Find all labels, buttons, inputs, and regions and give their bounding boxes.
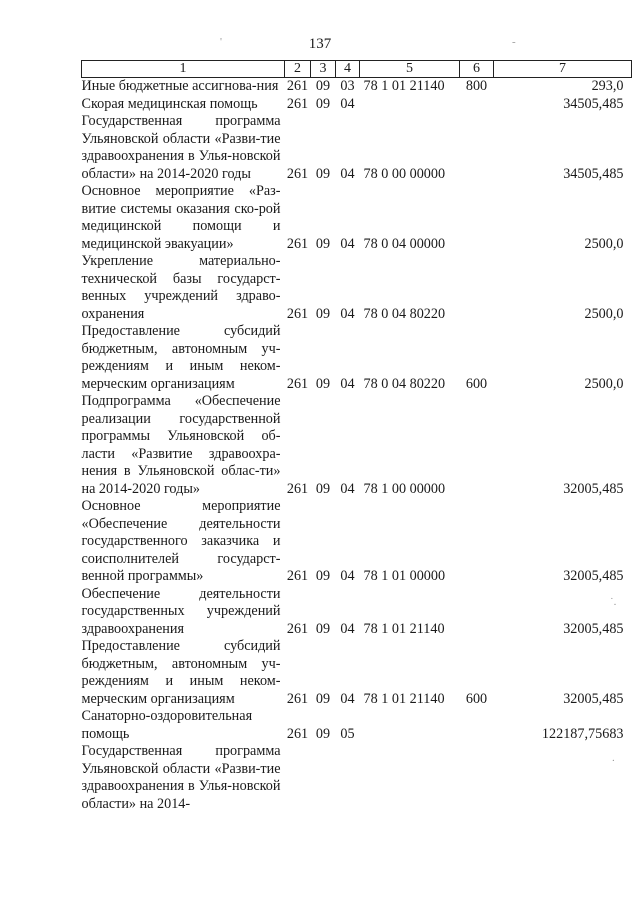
row-sum	[494, 743, 632, 813]
row-pr: 04	[340, 568, 355, 584]
row-pr: 05	[340, 725, 355, 742]
row-vr	[460, 253, 494, 323]
row-csr: 78 0 04 80220	[363, 305, 446, 322]
row-sum: 32005,485	[563, 480, 624, 497]
row-csr: 78 1 01 21140	[363, 690, 445, 707]
row-vr	[460, 183, 494, 253]
row-csr	[360, 708, 460, 743]
table-row	[82, 253, 632, 323]
row-rz: 09	[315, 375, 331, 392]
table-row	[82, 96, 632, 114]
row-vr	[460, 393, 494, 498]
row-rz: 09	[315, 725, 331, 742]
col-header-csr: 5	[360, 61, 460, 78]
row-vr: 800	[465, 78, 488, 94]
row-rz: 09	[315, 305, 331, 322]
row-rz: 09	[315, 568, 331, 584]
row-sum: 32005,485	[563, 690, 624, 707]
row-name: Укрепление материально-технической базы государст-венных учреждений здраво-охранения	[81, 253, 281, 322]
scan-speck: .	[612, 752, 615, 764]
row-csr: 78 0 00 00000	[363, 165, 446, 182]
row-pr: 04	[340, 165, 355, 182]
row-csr	[360, 96, 460, 114]
row-pr: 04	[340, 375, 355, 392]
row-ved: 261	[286, 568, 309, 584]
row-vr: 600	[465, 375, 488, 392]
row-vr	[460, 113, 494, 183]
row-ved: 261	[286, 165, 309, 182]
row-rz: 09	[315, 690, 331, 707]
row-sum: 2500,0	[584, 375, 624, 392]
row-pr: 04	[340, 620, 355, 637]
row-ved: 261	[286, 305, 309, 322]
row-ved: 261	[286, 690, 309, 707]
row-sum: 293,0	[591, 78, 624, 94]
table-row	[82, 638, 632, 708]
row-name: Обеспечение деятельности государственных учреждений здравоохранения	[81, 585, 281, 637]
row-ved: 261	[286, 620, 309, 637]
row-vr	[460, 586, 494, 639]
row-name: Скорая медицинская помощь	[81, 95, 258, 112]
row-sum: 32005,485	[563, 620, 624, 637]
row-rz: 09	[315, 78, 331, 94]
table-row	[82, 183, 632, 253]
row-name: Предоставление субсидий бюджетным, автономным уч-реждениям и иным неком-мерческим организациям	[81, 638, 281, 707]
row-name: Подпрограмма «Обеспечение реализации государственной программы Ульяновской об-ласти «Развитие здравоохра-нения в Ульяновской облас-ти» на 2014-2020 годы»	[81, 393, 281, 497]
scan-speck: ˙.	[610, 596, 617, 608]
table-row	[82, 78, 632, 96]
row-csr: 78 1 00 00000	[363, 480, 446, 497]
col-header-name: 1	[82, 61, 285, 78]
row-sum: 32005,485	[563, 568, 624, 584]
row-sum: 122187,75683	[541, 725, 624, 742]
row-pr: 04	[340, 690, 355, 707]
table-row	[82, 393, 632, 498]
row-ved: 261	[286, 725, 309, 742]
row-sum: 2500,0	[584, 235, 624, 252]
row-csr: 78 1 01 21140	[363, 620, 445, 637]
col-header-pr: 4	[336, 61, 360, 78]
scan-speck: -	[512, 36, 516, 48]
scan-speck: '	[220, 36, 222, 48]
row-ved: 261	[286, 375, 309, 392]
row-pr	[336, 743, 360, 813]
row-rz: 09	[315, 620, 331, 637]
row-vr: 600	[465, 690, 488, 707]
row-rz: 09	[315, 480, 331, 497]
row-rz: 09	[315, 165, 331, 182]
row-pr: 03	[340, 78, 355, 94]
budget-table	[81, 60, 632, 813]
table-row	[82, 113, 632, 183]
row-pr: 04	[340, 235, 355, 252]
row-sum: 34505,485	[563, 95, 624, 112]
table-row	[82, 586, 632, 639]
table-row	[82, 498, 632, 586]
row-pr: 04	[340, 95, 355, 112]
row-ved: 261	[286, 78, 309, 94]
row-sum: 34505,485	[563, 165, 624, 182]
row-vr	[460, 498, 494, 586]
row-ved	[285, 743, 311, 813]
row-pr: 04	[340, 305, 355, 322]
row-name: Предоставление субсидий бюджетным, автономным уч-реждениям и иным неком-мерческим организациям	[81, 323, 281, 392]
row-name: Иные бюджетные ассигнова-ния	[81, 78, 279, 94]
row-vr	[460, 743, 494, 813]
row-csr	[360, 743, 460, 813]
page-number: 137	[308, 36, 332, 52]
row-name: Государственная программа Ульяновской области «Разви-тие здравоохранения в Улья-новской области» на 2014-	[81, 743, 281, 812]
col-header-rz: 3	[311, 61, 336, 78]
row-name: Санаторно-оздоровительная помощь	[81, 708, 253, 742]
row-vr	[460, 96, 494, 114]
row-rz	[311, 743, 336, 813]
table-row	[82, 323, 632, 393]
col-header-vr: 6	[460, 61, 494, 78]
row-csr: 78 1 01 00000	[363, 568, 446, 584]
row-rz: 09	[315, 95, 331, 112]
row-rz: 09	[315, 235, 331, 252]
row-name: Государственная программа Ульяновской области «Разви-тие здравоохранения в Улья-новской области» на 2014-2020 годы	[81, 113, 281, 182]
row-name: Основное мероприятие «Обеспечение деятельности государственного заказчика и соисполнителей государст-венной программы»	[81, 498, 281, 584]
table-row	[82, 743, 632, 813]
row-ved: 261	[286, 95, 309, 112]
row-pr: 04	[340, 480, 355, 497]
row-sum: 2500,0	[584, 305, 624, 322]
row-vr	[460, 708, 494, 743]
row-ved: 261	[286, 235, 309, 252]
col-header-sum: 7	[494, 61, 632, 78]
row-ved: 261	[286, 480, 309, 497]
row-csr: 78 0 04 00000	[363, 235, 446, 252]
row-csr: 78 0 04 80220	[363, 375, 446, 392]
col-header-ved: 2	[285, 61, 311, 78]
row-name: Основное мероприятие «Раз-витие системы оказания ско-рой медицинской помощи и медицинской эвакуации»	[81, 183, 281, 252]
table-row	[82, 708, 632, 743]
header-row	[82, 61, 632, 78]
row-csr: 78 1 01 21140	[363, 78, 445, 94]
